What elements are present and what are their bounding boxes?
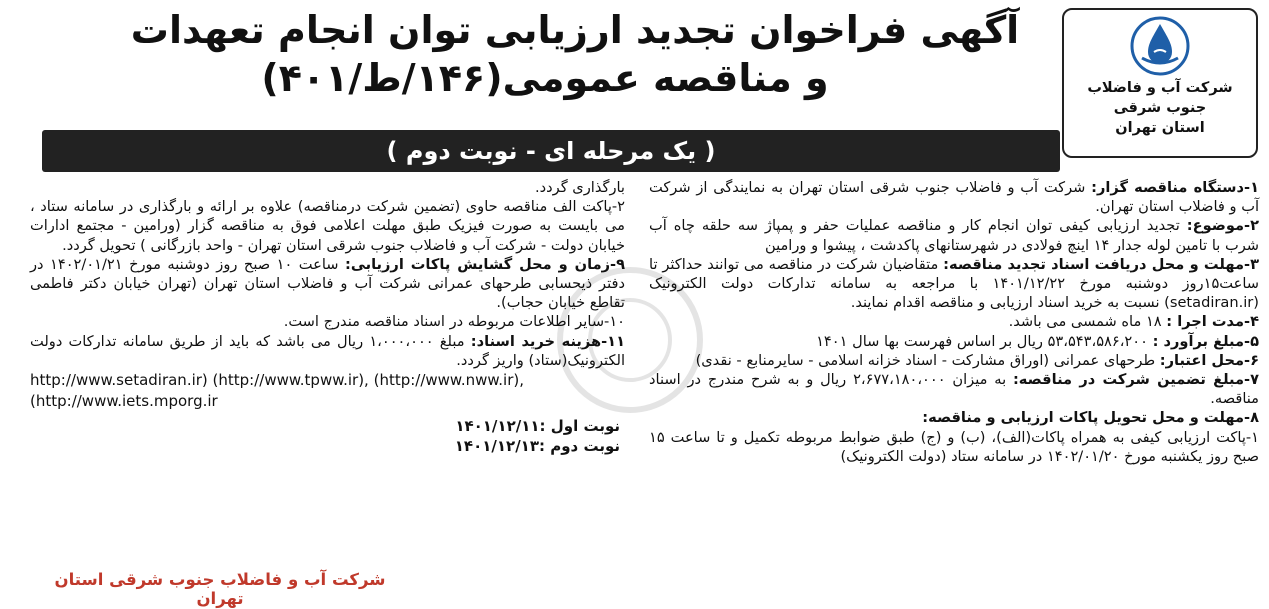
paragraph-text: ۱۸ ماه شمسی می باشد. (1008, 313, 1167, 331)
paragraph-text: بارگذاری گردد. (535, 179, 625, 196)
paragraph-text: طرحهای عمرانی (اوراق مشارکت - اسناد خزانه اسلامی - سایرمنابع - نقدی) (695, 351, 1160, 369)
website-links[interactable]: http://www.setadiran.ir) (http://www.tpww.ir), (http://www.nww.ir), (30, 371, 524, 390)
paragraph-heading: ۱-دستگاه مناقصه گزار: (1091, 179, 1259, 196)
first-publication: نوبت اول :۱۴۰۱/۱۲/۱۱ (455, 417, 620, 436)
paragraph-heading: ۸-مهلت و محل تحویل پاکات ارزیابی و مناقصه: (922, 409, 1259, 427)
publication-dates (30, 416, 625, 456)
paragraph-heading: ۲-موضوع: (1186, 217, 1259, 235)
paragraph (649, 332, 1259, 351)
paragraph-text: ۱۰-سایر اطلاعات مربوطه در اسناد مناقصه مندرج است. (283, 313, 625, 331)
title-line-2: و مناقصه عمومی(۱۴۶/ط/۴۰۱) (261, 56, 829, 100)
paragraph (30, 332, 625, 370)
paragraph-text: ساعت ۱۰ صبح روز دوشنبه مورخ ۱۴۰۲/۰۱/۲۱ در دفتر ذیحسابی طرحهای عمرانی شرکت آب و فاضلاب استان تهران (تهران خیابان دکتر فاطمی تقاطع خیابان حجاب). (30, 255, 625, 312)
paragraph-heading: ۴-مدت اجرا : (1166, 313, 1259, 331)
paragraph-text: ۲-پاکت الف مناقصه حاوی (تضمین شرکت درمناقصه) علاوه بر ارائه و بارگذاری در سامانه ستاد ، می بایست به صورت فیزیک طبق مهلت اعلامی فوق به مناقصه گزار (ورامین - مجتمع ادارات خیابان دولت - شرکت آب و فاضلاب جنوب شرقی استان تهران - واحد بازرگانی ) تحویل گردد. (30, 198, 625, 254)
water-drop-emblem-icon (1128, 14, 1192, 78)
paragraph-text: ۵۳،۵۴۳،۵۸۶،۲۰۰ ریال بر اساس فهرست بها سال ۱۴۰۱ (816, 332, 1153, 350)
paragraph (30, 312, 625, 331)
paragraph (649, 351, 1259, 370)
notice-title (95, 6, 1055, 102)
paragraph-text: تجدید ارزیابی کیفی توان انجام کار و مناقصه عملیات حفر و پمپاژ سه حلقه چاه آب شرب با تامین لوله جدار ۱۴ اینچ فولادی در شهرستانهای پاکدشت ، پیشوا و ورامین (649, 217, 1259, 254)
paragraph (649, 408, 1259, 427)
paragraph (649, 178, 1259, 216)
paragraph-heading: ۶-محل اعتبار: (1159, 351, 1259, 369)
subtitle-bar: ( یک مرحله ای - نوبت دوم ) (42, 130, 1060, 172)
website-links[interactable]: (http://www.iets.mporg.ir (30, 392, 218, 411)
paragraph (30, 255, 625, 313)
paragraph (649, 255, 1259, 313)
logo-company-line: جنوب شرقی (1113, 100, 1207, 116)
paragraph (649, 312, 1259, 331)
paragraph (30, 178, 625, 197)
paragraph (649, 216, 1259, 254)
paragraph-text: ۱-پاکت ارزیابی کیفی به همراه پاکات(الف)، (ب) و (ج) طبق ضوابط مربوطه تکمیل و تا ساعت ۱۵ صبح روز یکشنبه مورخ ۱۴۰۲/۰۱/۲۰ در سامانه ستاد (دولت الکترونیک) (649, 428, 1259, 465)
logo-company-line: استان تهران (1115, 120, 1205, 136)
second-publication: نوبت دوم :۱۴۰۱/۱۲/۱۳ (454, 437, 620, 456)
paragraph-heading: ۹-زمان و محل گشایش پاکات ارزیابی: (344, 255, 625, 273)
paragraph-text: مبلغ ۱،۰۰۰،۰۰۰ ریال می باشد که باید از طریق سامانه تدارکات دولت الکترونیک(ستاد) واریز گردد. (30, 332, 625, 369)
paragraph-text: شرکت آب و فاضلاب جنوب شرقی استان تهران به نمایندگی از شرکت آب و فاضلاب استان تهران. (649, 179, 1259, 216)
paragraph-text: متقاضیان شرکت در مناقصه می توانند حداکثر تا ساعت۱۵روز دوشنبه مورخ ۱۴۰۱/۱۲/۲۲ با مراجعه به سامانه تدارکات دولت الکترونیک (setadiran.ir) نسبت به خرید اسناد ارزیابی و مناقصه اقدام نمایند. (649, 255, 1260, 312)
paragraph-text: به میزان ۲،۶۷۷،۱۸۰،۰۰۰ ریال و به شرح مندرج در اسناد مناقصه. (649, 371, 1259, 408)
paragraph-heading: ۷-مبلغ تضمین شرکت در مناقصه: (1012, 371, 1259, 389)
left-column (30, 178, 625, 456)
company-logo-box (1062, 8, 1258, 158)
right-column (649, 178, 1259, 466)
paragraph (649, 428, 1259, 466)
paragraph-heading: ۵-مبلغ برآورد : (1152, 332, 1259, 350)
paragraph (649, 370, 1259, 408)
title-line-1: آگهی فراخوان تجدید ارزیابی توان انجام تعهدات (130, 8, 1020, 52)
paragraph-heading: ۳-مهلت و محل دریافت اسناد تجدید مناقصه: (943, 255, 1259, 273)
paragraph-heading: ۱۱-هزینه خرید اسناد: (470, 332, 625, 350)
logo-company-line: شرکت آب و فاضلاب (1087, 80, 1233, 96)
footer-company-name: شرکت آب و فاضلاب جنوب شرقی استان تهران (54, 570, 386, 608)
paragraph (30, 197, 625, 255)
